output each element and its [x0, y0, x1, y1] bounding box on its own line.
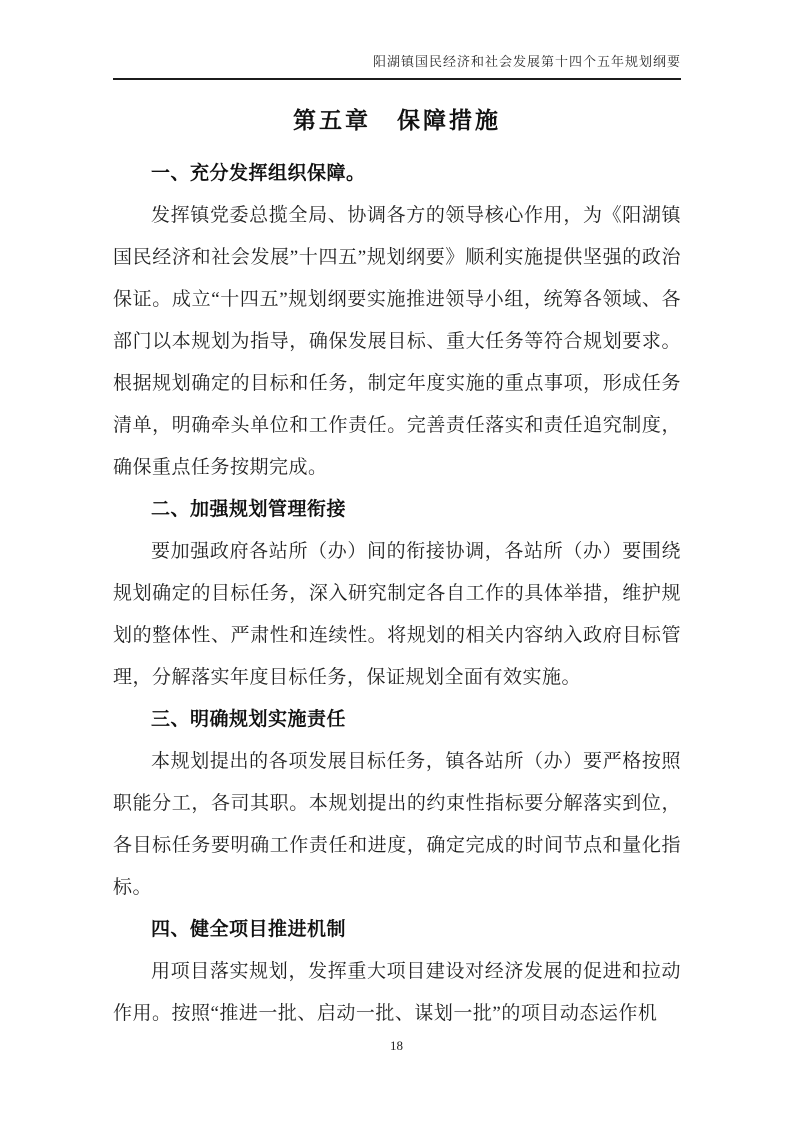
running-header [113, 0, 681, 80]
section-4-paragraph: 用项目落实规划，发挥重大项目建设对经济发展的促进和拉动作用。按照“推进一批、启动一批、谋划一批”的项目动态运作机 [113, 961, 681, 1024]
section-1-heading: 一、充分发挥组织保障。 [151, 163, 366, 184]
section-4-heading: 四、健全项目推进机制 [151, 919, 347, 940]
section-3-paragraph: 本规划提出的各项发展目标任务，镇各站所（办）要严格按照职能分工，各司其职。本规划提出的约束性指标要分解落实到位，各目标任务要明确工作责任和进度，确定完成的时间节点和量化指标。 [113, 751, 681, 898]
section-1 [113, 153, 681, 489]
document-body [113, 153, 681, 1035]
section-2 [113, 489, 681, 699]
text-block [113, 0, 681, 1035]
chapter-title: 第五章 保障措施 [293, 108, 501, 133]
section-3-heading: 三、明确规划实施责任 [151, 709, 347, 730]
page-number: 18 [390, 1038, 403, 1053]
section-3 [113, 699, 681, 909]
section-4 [113, 909, 681, 1035]
section-1-paragraph: 发挥镇党委总揽全局、协调各方的领导核心作用，为《阳湖镇国民经济和社会发展”十四五”规划纲要》顺利实施提供坚强的政治保证。成立“十四五”规划纲要实施推进领导小组，统筹各领域、各部门以本规划为指导，确保发展目标、重大任务等符合规划要求。根据规划确定的目标和任务，制定年度实施的重点事项，形成任务清单，明确牵头单位和工作责任。完善责任落实和责任追究制度，确保重点任务按期完成。 [113, 205, 681, 478]
section-2-heading: 二、加强规划管理衔接 [151, 499, 347, 520]
section-2-paragraph: 要加强政府各站所（办）间的衔接协调，各站所（办）要围绕规划确定的目标任务，深入研究制定各自工作的具体举措，维护规划的整体性、严肃性和连续性。将规划的相关内容纳入政府目标管理，分解落实年度目标任务，保证规划全面有效实施。 [113, 541, 681, 688]
running-header-text: 阳湖镇国民经济和社会发展第十四个五年规划纲要 [372, 54, 681, 69]
